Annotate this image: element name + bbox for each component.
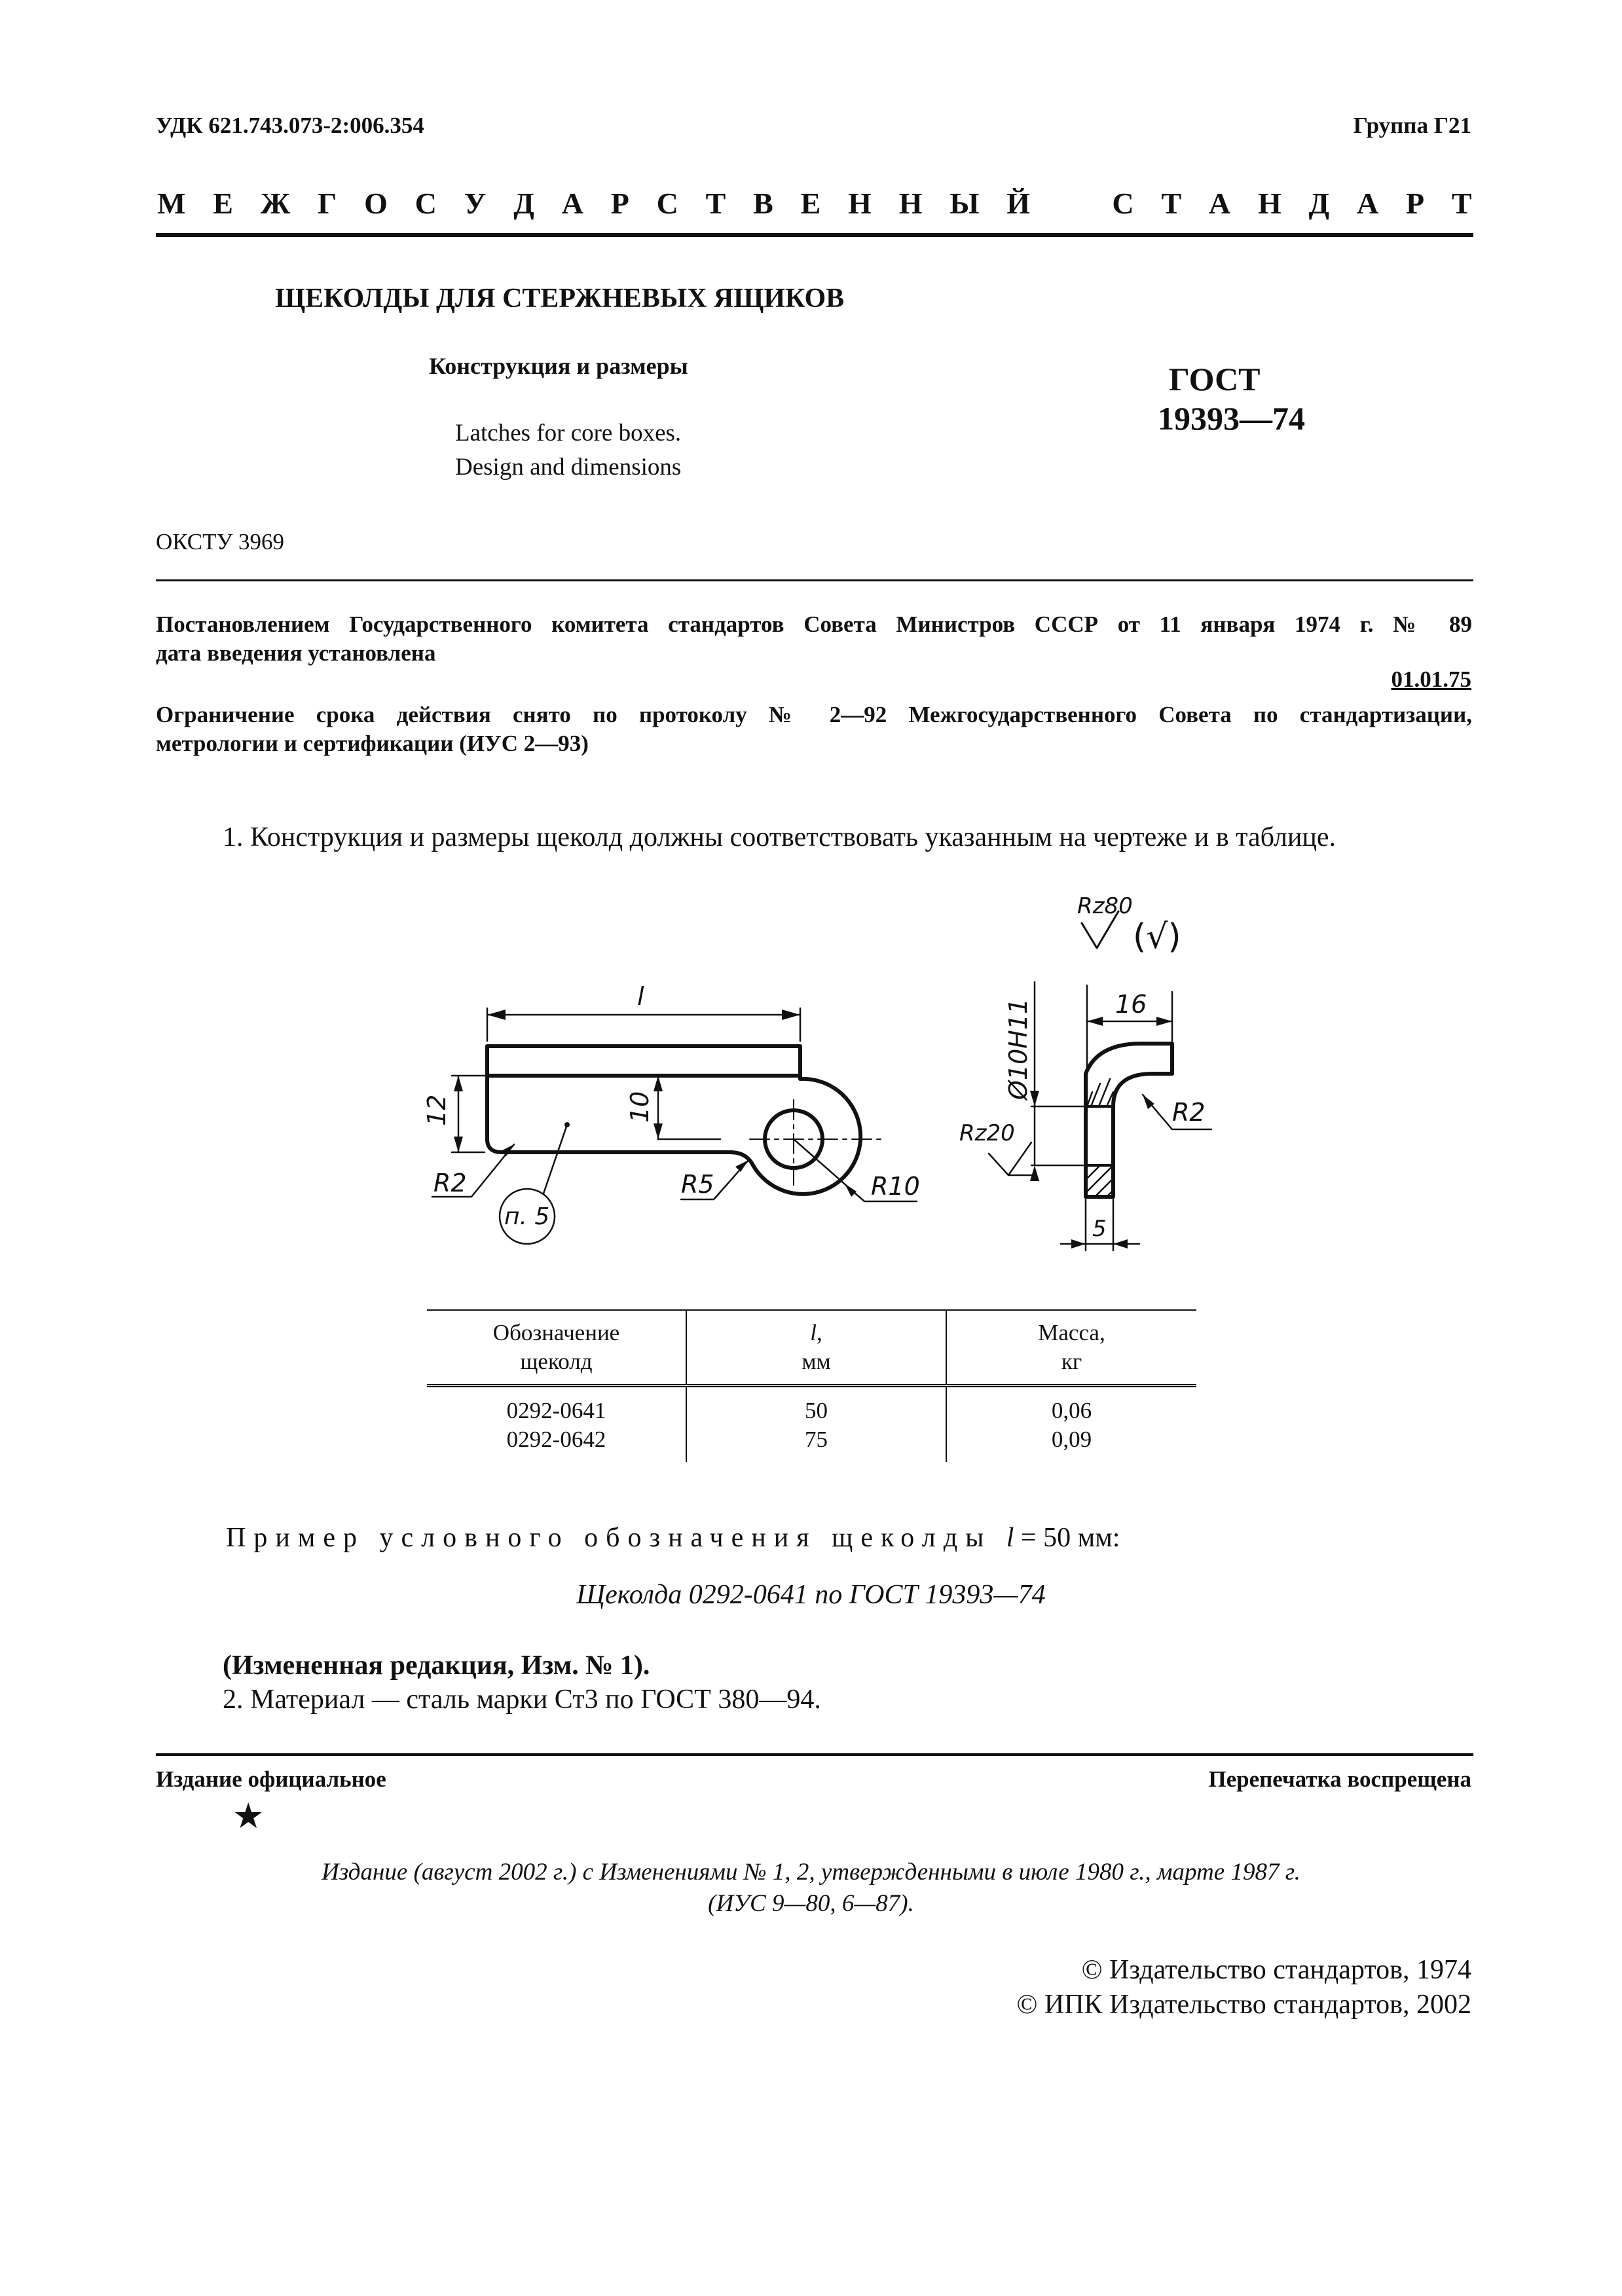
table-row: [427, 1386, 1196, 1426]
star-icon: ★: [232, 1796, 265, 1836]
cell-length: 75: [686, 1425, 946, 1462]
copyright-1974: © Издательство стандартов, 1974: [1081, 1955, 1471, 1985]
banner-letter: Т: [1451, 187, 1472, 220]
cell-designation: 0292-0642: [506, 1427, 606, 1452]
banner-letter: А: [561, 187, 583, 220]
banner-letter: О: [364, 187, 388, 220]
banner-letter: Н: [898, 187, 923, 220]
roughness-hole-label: Rz20: [959, 1120, 1015, 1146]
dim-r2-right-label: R2: [1172, 1098, 1206, 1127]
roughness-general-label: Rz80: [1077, 893, 1133, 919]
dim-10-label: 10: [625, 1091, 654, 1123]
edition-line-2: (ИУС 9—80, 6—87).: [708, 1890, 914, 1917]
adoption-line-2: дата введения установлена: [156, 640, 436, 666]
banner-letter: Д: [513, 187, 534, 220]
cell-length: 50: [686, 1386, 946, 1426]
dim-r10-label: R10: [871, 1172, 920, 1201]
banner-letter: Т: [1161, 187, 1182, 220]
group-code: Группа Г21: [1353, 113, 1471, 138]
roughness-paren-label: (√): [1133, 917, 1181, 957]
banner-letter: М: [157, 187, 186, 220]
banner-letter: А: [1208, 187, 1231, 220]
banner-letter: Д: [1308, 187, 1330, 220]
dim-5-label: 5: [1092, 1216, 1107, 1242]
document-title: ЩЕКОЛДЫ ДЛЯ СТЕРЖНЕВЫХ ЯЩИКОВ: [275, 283, 845, 314]
example-label: Пример условного обозначения щеколды l = 50 мм:: [226, 1523, 1120, 1553]
banner-letter: Р: [610, 187, 629, 220]
english-title-line-1: Latches for core boxes.: [455, 420, 682, 446]
banner-letter: Г: [317, 187, 337, 220]
banner-letter: Ж: [260, 187, 291, 220]
item-1-text: 1. Конструкция и размеры щеколд должны соответствовать указанным на чертеже и в таблице.: [223, 822, 1336, 852]
item-2-text: 2. Материал — сталь марки Ст3 по ГОСТ 380—94.: [223, 1685, 821, 1715]
edition-line-1: Издание (август 2002 г.) с Изменениями № 1, 2, утвержденными в июле 1980 г., марте 1987 г.: [322, 1859, 1300, 1886]
latch-flange: [487, 1046, 800, 1076]
dim-hole-label: Ø10H11: [1004, 998, 1033, 1100]
column-header-designation: Обозначение щеколд: [427, 1310, 686, 1386]
banner-letter: Ы: [949, 187, 980, 220]
banner-letter: В: [753, 187, 773, 220]
table-row: [427, 1425, 1196, 1462]
adoption-line-1: Постановлением Государственного комитета стандартов Совета Министров СССР от 11 января 1974 г. № 89: [156, 611, 1472, 637]
dim-r2-left-label: R2: [433, 1169, 467, 1197]
okstu-code: ОКСТУ 3969: [156, 529, 285, 555]
banner-letter: С: [415, 187, 437, 220]
official-edition: Издание официальное: [156, 1766, 386, 1792]
banner-letter: Р: [1406, 187, 1425, 220]
cell-designation: 0292-0641: [506, 1398, 606, 1423]
column-header-length: l, мм: [686, 1310, 946, 1386]
footer-rule: [156, 1753, 1473, 1756]
latch-table: [427, 1309, 1196, 1462]
latch-side-profile: [1086, 1044, 1172, 1197]
roughness-hole-icon: [989, 1142, 1031, 1175]
document-subtitle: Конструкция и размеры: [429, 353, 688, 379]
limit-line-2: метрологии и сертификации (ИУС 2—93): [156, 731, 589, 756]
banner-letter: У: [464, 187, 487, 220]
dim-r5-label: R5: [681, 1170, 714, 1199]
gost-label: ГОСТ: [1169, 361, 1261, 397]
copyright-2002: © ИПК Издательство стандартов, 2002: [1016, 1990, 1471, 2020]
limit-line-1: Ограничение срока действия снято по протоколу № 2—92 Межгосударственного Совета по стандартизации,: [156, 702, 1472, 727]
banner-letter: Е: [213, 187, 233, 220]
dim-16-label: 16: [1115, 990, 1147, 1019]
cell-mass: 0,06: [946, 1386, 1196, 1426]
banner-letter: С: [656, 187, 678, 220]
udk-code: УДК 621.743.073-2:006.354: [156, 113, 424, 138]
latch-body-outline: [487, 1076, 860, 1194]
banner-letter: С: [1112, 187, 1134, 220]
banner-letter: Е: [800, 187, 821, 220]
gost-number: 19393—74: [1158, 400, 1305, 437]
english-title-line-2: Design and dimensions: [455, 454, 682, 481]
reprint-prohibited: Перепечатка воспрещена: [1208, 1766, 1471, 1792]
banner-letter: А: [1356, 187, 1379, 220]
column-header-mass: Масса, кг: [946, 1310, 1196, 1386]
banner-letter: Т: [705, 187, 726, 220]
banner-letter: Н: [1257, 187, 1281, 220]
banner-letter: Й: [1006, 187, 1031, 220]
note-ref-label: п. 5: [504, 1203, 550, 1230]
changed-edition-note: (Измененная редакция, Изм. № 1).: [223, 1650, 650, 1681]
cell-mass: 0,09: [946, 1425, 1196, 1462]
example-designation: Щеколда 0292-0641 по ГОСТ 19393—74: [576, 1580, 1046, 1610]
dim-12-label: 12: [422, 1094, 451, 1126]
table-header-row: [427, 1310, 1196, 1386]
introduction-date: 01.01.75: [1391, 666, 1471, 692]
banner-letter: Н: [848, 187, 872, 220]
dim-length-label: l: [637, 982, 644, 1011]
